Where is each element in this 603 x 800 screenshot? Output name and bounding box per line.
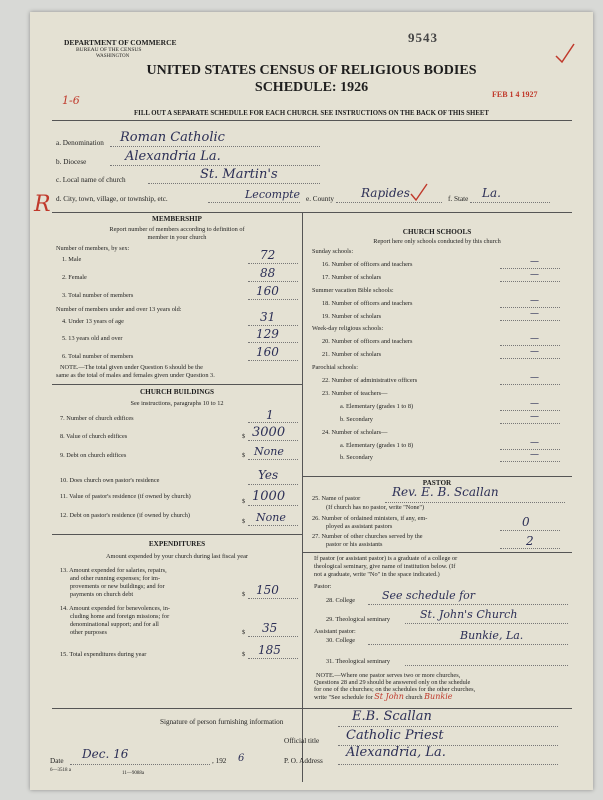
assistant-subhead: Assistant pastor: xyxy=(314,628,356,635)
school-row-value: — xyxy=(530,398,539,409)
buildings-sub: See instructions, paragraphs 10 to 12 xyxy=(130,400,224,407)
q31-label: 31. Theological seminary xyxy=(326,658,391,665)
pastor-name-value: Rev. E. B. Scallan xyxy=(392,485,499,499)
female-value: 88 xyxy=(260,266,276,280)
school-row-value: — xyxy=(530,256,539,267)
residence-debt-value: None xyxy=(256,511,286,524)
edifices-count-value: 1 xyxy=(266,408,274,422)
q13-line-4: payments on church debt xyxy=(70,591,134,598)
membership-intro-2: member in your church xyxy=(147,234,207,241)
female-label: 2. Female xyxy=(62,274,87,281)
membership-title: MEMBERSHIP xyxy=(152,215,202,223)
note-fill-town: Bunkie xyxy=(424,692,453,701)
church-name-label: c. Local name of church xyxy=(56,176,126,184)
school-row-value: — xyxy=(530,437,539,448)
school-row-line xyxy=(500,358,560,359)
under-13-label: 4. Under 13 years of age xyxy=(62,318,124,325)
q26-value: 0 xyxy=(522,515,530,529)
school-row-label: 18. Number of officers and teachers xyxy=(322,299,413,307)
membership-intro-1: Report number of members according to definition of xyxy=(109,226,245,233)
dollar-sign: $ xyxy=(242,591,246,598)
q14-line-4: other purposes xyxy=(70,629,107,636)
q15-value: 185 xyxy=(258,643,281,657)
pastor-name-label: 25. Name of pastor xyxy=(312,495,361,502)
q13-value: 150 xyxy=(256,583,279,597)
dollar-sign: $ xyxy=(242,498,246,505)
dollar-sign: $ xyxy=(242,433,246,440)
dollar-sign: $ xyxy=(242,629,246,636)
form-number: 6—3518 a xyxy=(50,768,71,773)
graduate-line-1: If pastor (or assistant pastor) is a graduate of a college or xyxy=(314,555,458,562)
form-title: UNITED STATES CENSUS OF RELIGIOUS BODIES xyxy=(146,63,477,78)
city-label: WASHINGTON xyxy=(96,54,130,59)
note-church-word: church xyxy=(405,694,423,701)
school-row-line xyxy=(500,307,560,308)
school-row-label: 19. Number of scholars xyxy=(322,312,382,320)
q13-line-1: 13. Amount expended for salaries, repairs, xyxy=(60,567,167,574)
schools-sub: Report here only schools conducted by this church xyxy=(373,238,501,245)
signature-label: Signature of person furnishing information xyxy=(160,718,284,726)
edifice-value: 3000 xyxy=(252,425,286,440)
diocese-label: b. Diocese xyxy=(56,158,87,166)
pastor-title: PASTOR xyxy=(422,479,452,487)
year-prefix: , 192 xyxy=(212,757,227,765)
school-row-label: 23. Number of teachers— xyxy=(322,389,388,397)
school-row-label: 17. Number of scholars xyxy=(322,273,382,281)
school-row-value: — xyxy=(530,295,539,306)
q14-line-3: denominational support; and for all xyxy=(70,621,159,628)
school-row-label: 22. Number of administrative officers xyxy=(322,377,418,384)
red-mark: 1-6 xyxy=(62,94,80,107)
date-label: Date xyxy=(50,757,64,765)
school-row-line xyxy=(500,384,560,385)
by-sex-label: Number of members, by sex: xyxy=(56,245,130,252)
edifice-debt-value: None xyxy=(254,445,284,458)
q28-label: 28. College xyxy=(326,597,356,604)
age-intro-label: Number of members under and over 13 years old: xyxy=(56,306,182,313)
q13-line-3: provements or new buildings; and for xyxy=(70,583,165,590)
bureau-label: BUREAU OF THE CENSUS xyxy=(76,47,142,53)
school-row-line xyxy=(500,461,560,462)
note-text: write "See schedule for xyxy=(314,694,373,701)
pastor-subhead: Pastor: xyxy=(314,583,332,590)
denomination-value: Roman Catholic xyxy=(120,130,225,145)
school-row-line xyxy=(500,449,560,450)
instructions-line: FILL OUT A SEPARATE SCHEDULE FOR EACH CHURCH. SEE INSTRUCTIONS ON THE BACK OF THIS SHEET xyxy=(134,110,489,117)
school-row-line xyxy=(500,410,560,411)
diocese-value: Alexandria La. xyxy=(125,149,221,164)
q30-value: Bunkie, La. xyxy=(460,629,524,642)
schools-title: CHURCH SCHOOLS xyxy=(402,228,472,236)
school-row-value: — xyxy=(530,373,539,383)
year-value: 6 xyxy=(238,753,245,764)
graduate-line-3: not a graduate, write "No" in the space indicated.) xyxy=(314,571,440,578)
city-value: Lecompte xyxy=(245,188,300,201)
church-name-value: St. Martin's xyxy=(200,167,278,182)
q14-value: 35 xyxy=(262,621,278,635)
date-value: Dec. 16 xyxy=(82,747,129,761)
city-label-field: d. City, town, village, or township, etc. xyxy=(56,195,168,203)
under-13-value: 31 xyxy=(260,310,276,324)
red-r-mark: R xyxy=(34,192,51,217)
po-address-value: Alexandria, La. xyxy=(346,745,446,760)
school-row-value: — xyxy=(530,450,539,461)
pastor-note-1: NOTE.—Where one pastor serves two or more churches, xyxy=(316,672,461,679)
residence-debt-label: 12. Debt on pastor's residence (if owned by church) xyxy=(60,512,191,519)
q27-line-2: pastor or his assistants xyxy=(326,541,383,548)
dollar-sign: $ xyxy=(242,518,246,525)
school-row-value: — xyxy=(530,411,539,422)
q29-label: 29. Theological seminary xyxy=(326,616,391,623)
school-row-label: b. Secondary xyxy=(340,454,373,462)
owns-residence-value: Yes xyxy=(258,468,279,482)
pastor-name-note: (If church has no pastor, write "None") xyxy=(326,504,425,511)
school-row-label: b. Secondary xyxy=(340,415,373,423)
graduate-line-2: theological seminary, give name of institution below. (If xyxy=(314,563,456,570)
form-schedule-year: SCHEDULE: 1926 xyxy=(254,80,369,95)
department-label: DEPARTMENT OF COMMERCE xyxy=(64,38,177,47)
school-row-line xyxy=(500,423,560,424)
buildings-title: CHURCH BUILDINGS xyxy=(139,388,215,396)
edifice-value-label: 8. Value of church edifices xyxy=(60,433,128,440)
school-row-label: a. Elementary (grades 1 to 8) xyxy=(340,441,414,449)
male-value: 72 xyxy=(260,248,276,262)
school-row-value: — xyxy=(530,334,539,345)
residence-value-label: 11. Value of pastor's residence (if owned by church) xyxy=(60,493,191,500)
total-by-age-value: 160 xyxy=(256,345,279,359)
q26-line-1: 26. Number of ordained ministers, if any, em- xyxy=(312,515,428,522)
official-title-label: Official title xyxy=(284,737,320,745)
q14-line-2: cluding home and foreign missions; for xyxy=(70,613,170,620)
q27-value: 2 xyxy=(526,534,534,548)
membership-note-1: NOTE.—The total given under Question 6 should be the xyxy=(60,364,203,371)
school-row-line xyxy=(500,320,560,321)
school-row-line xyxy=(500,345,560,346)
male-label: 1. Male xyxy=(62,256,82,263)
schedule-number: 9543 xyxy=(408,30,438,45)
expenditures-sub: Amount expended by your church during last fiscal year xyxy=(106,553,248,560)
q26-line-2: ployed as assistant pastors xyxy=(326,523,393,530)
received-stamp: FEB 1 4 1927 xyxy=(492,90,538,99)
total-by-age-label: 6. Total number of members xyxy=(62,353,134,360)
school-row-value: — xyxy=(530,269,539,280)
dollar-sign: $ xyxy=(242,452,246,459)
dollar-sign: $ xyxy=(242,651,246,658)
total-members-label: 3. Total number of members xyxy=(62,292,134,299)
over-13-label: 5. 13 years old and over xyxy=(62,335,123,342)
pastor-note-2: Questions 28 and 29 should be answered only on the schedule xyxy=(314,679,471,686)
q30-label: 30. College xyxy=(326,637,356,644)
school-row-label: Summer vacation Bible schools: xyxy=(312,286,394,294)
q13-line-2: and other running expenses; for im- xyxy=(70,575,161,582)
school-row-line xyxy=(500,281,560,282)
school-row-line xyxy=(500,268,560,269)
residence-value: 1000 xyxy=(252,489,286,504)
over-13-value: 129 xyxy=(256,327,279,341)
q15-label: 15. Total expenditures during year xyxy=(60,651,147,658)
school-row-label: a. Elementary (grades 1 to 8) xyxy=(340,402,414,410)
school-row-label: Week-day religious schools: xyxy=(312,325,384,333)
edifices-count-label: 7. Number of church edifices xyxy=(60,415,134,422)
form-number-2: 11—9088a xyxy=(122,771,145,776)
school-row-value: — xyxy=(530,308,539,319)
denomination-label: a. Denomination xyxy=(56,139,104,147)
official-title-value: Catholic Priest xyxy=(346,728,444,743)
school-row-label: 24. Number of scholars— xyxy=(322,428,388,436)
q29-value: St. John's Church xyxy=(420,608,518,621)
q28-value: See schedule for xyxy=(382,589,476,602)
pastor-note-3: for one of the churches; on the schedules for the other churches, xyxy=(314,686,476,693)
state-value: La. xyxy=(482,186,501,200)
school-row-label: 16. Number of officers and teachers xyxy=(322,260,413,268)
school-row-label: Sunday schools: xyxy=(312,248,354,255)
school-row-label: 21. Number of scholars xyxy=(322,351,382,359)
check-mark-icon xyxy=(408,182,430,204)
school-row-label: Parochial schools: xyxy=(312,364,358,372)
county-value: Rapides xyxy=(361,186,410,200)
owns-residence-label: 10. Does church own pastor's residence xyxy=(60,477,160,484)
note-fill-church: St John xyxy=(374,692,404,701)
edifice-debt-label: 9. Debt on church edifices xyxy=(60,452,127,459)
po-address-label: P. O. Address xyxy=(284,757,323,765)
q27-line-1: 27. Number of other churches served by the xyxy=(312,533,423,540)
school-row-value: — xyxy=(530,347,539,358)
expenditures-title: EXPENDITURES xyxy=(148,540,206,548)
county-label: e. County xyxy=(306,195,334,203)
pastor-note-4 xyxy=(314,693,452,701)
q14-line-1: 14. Amount expended for benevolences, in- xyxy=(60,605,170,612)
census-schedule-sheet xyxy=(30,12,593,790)
state-label: f. State xyxy=(448,195,469,203)
membership-note-2: same as the total of males and females given under Question 3. xyxy=(56,372,215,379)
school-row-label: 20. Number of officers and teachers xyxy=(322,338,413,346)
signature-value: E.B. Scallan xyxy=(352,709,432,724)
total-members-value: 160 xyxy=(256,284,279,298)
